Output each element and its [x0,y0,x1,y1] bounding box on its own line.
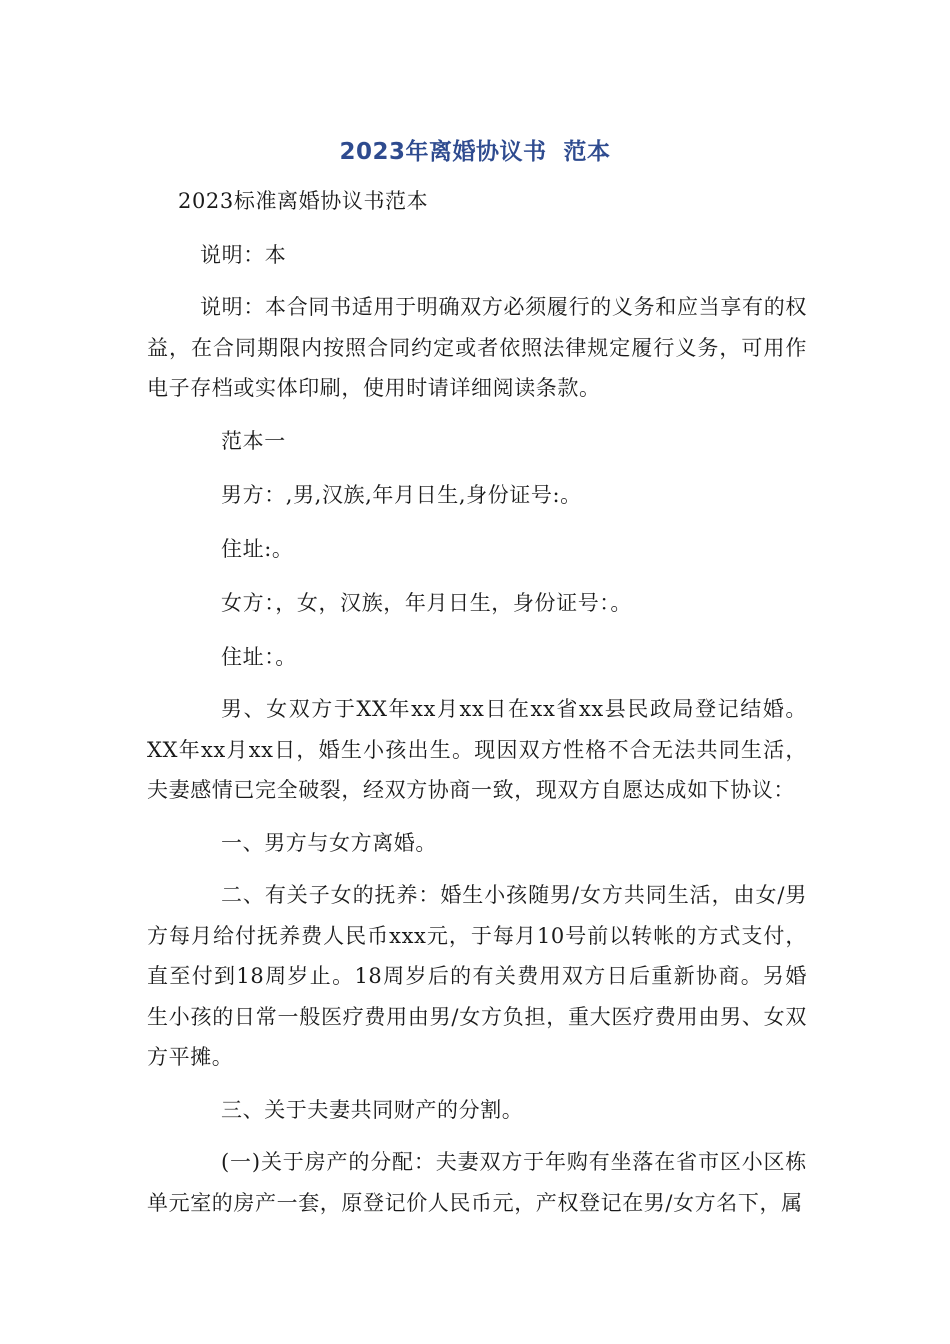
male-party-info: 男方：,男,汉族,年月日生,身份证号:。 [221,483,582,507]
female-address: 住址：。 [221,645,297,669]
document-title: 2023年离婚协议书 范本 [339,139,611,165]
background-paragraph: 男、女双方于XX年xx月xx日在xx省xx县民政局登记结婚。XX年xx月xx日，婚生小孩出生。现因双方性格不合无法共同生活，夫妻感情已完全破裂，经双方协商一致，现双方自愿达成如下协议： [147,697,807,802]
clause-3-1-paragraph: (一)关于房产的分配：夫妻双方于年购有坐落在省市区小区栋单元室的房产一套，原登记价人民币元，产权登记在男/女方名下，属 [147,1150,807,1215]
note-paragraph: 说明：本合同书适用于明确双方必须履行的义务和应当享有的权益，在合同期限内按照合同约定或者依照法律规定履行义务，可用作电子存档或实体印刷，使用时请详细阅读条款。 [147,295,807,400]
male-address: 住址:。 [221,537,294,561]
female-party-info: 女方：，女，汉族，年月日生，身份证号：。 [221,591,632,615]
sample-heading: 范本一 [221,429,286,453]
document-subtitle: 2023标准离婚协议书范本 [178,189,429,213]
clause-3: 三、关于夫妻共同财产的分割。 [221,1098,524,1122]
clause-1: 一、男方与女方离婚。 [221,831,437,855]
note-short: 说明：本 [200,243,287,267]
clause-2-paragraph: 二、有关子女的抚养：婚生小孩随男/女方共同生活，由女/男方每月给付抚养费人民币xxx元，于每月10号前以转帐的方式支付，直至付到18周岁止。18周岁后的有关费用双方日后重新协商。另婚生小孩的日常一般医疗费用由男/女方负担，重大医疗费用由男、女双方平摊。 [147,883,807,1069]
